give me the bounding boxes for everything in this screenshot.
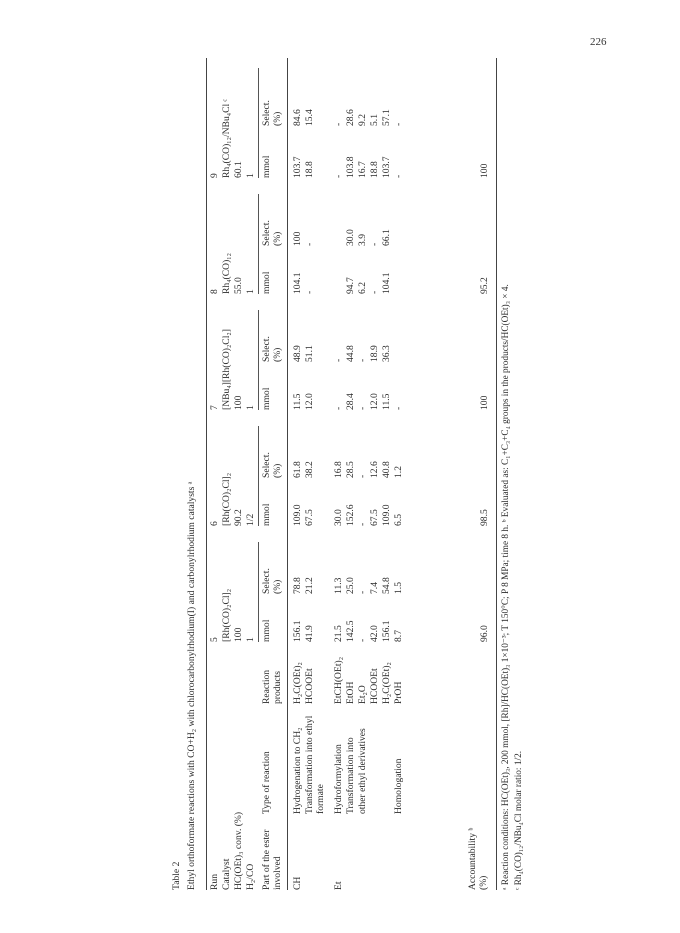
run-number: 5 bbox=[209, 637, 220, 642]
label-catalyst: Catalyst bbox=[221, 858, 232, 890]
table-caption: Ethyl orthoformate reactions with CO+H₂ with chlorocarbonylrhodium(I) and carbonylrhodium catalysts ᵃ bbox=[186, 481, 197, 890]
cell-mmol: - bbox=[357, 406, 368, 410]
cell-select: 66.1 bbox=[381, 229, 392, 246]
group-rule bbox=[258, 68, 259, 178]
header-mmol: mmol bbox=[261, 155, 272, 178]
header-mmol: mmol bbox=[261, 271, 272, 294]
cell-product: EtCH(OEt)₂ bbox=[333, 656, 344, 704]
cell-select: 15.4 bbox=[304, 109, 315, 126]
accountability-value: 95.2 bbox=[479, 277, 490, 294]
cell-mmol: 21.5 bbox=[333, 625, 344, 642]
cell-mmol: 152.6 bbox=[345, 504, 356, 526]
cell-select: 44.8 bbox=[345, 345, 356, 362]
run-conversion: 100 bbox=[233, 627, 244, 642]
cell-select: - bbox=[333, 358, 344, 362]
page-number: 226 bbox=[590, 36, 607, 48]
cell-select: 12.6 bbox=[369, 461, 380, 478]
cell-mmol: 18.8 bbox=[369, 161, 380, 178]
cell-select: 78.8 bbox=[292, 577, 303, 594]
run-number: 9 bbox=[209, 173, 220, 178]
bottom-rule bbox=[496, 58, 497, 890]
cell-mmol: 12.0 bbox=[369, 393, 380, 410]
group-rule bbox=[258, 194, 259, 294]
cell-select: 16.8 bbox=[333, 461, 344, 478]
cell-mmol: - bbox=[357, 638, 368, 642]
cell-mmol: 11.5 bbox=[292, 393, 303, 410]
cell-mmol: 156.1 bbox=[381, 620, 392, 642]
cell-mmol: 156.1 bbox=[292, 620, 303, 642]
group-rule bbox=[258, 542, 259, 642]
cell-mmol: 28.4 bbox=[345, 393, 356, 410]
header-rule bbox=[287, 58, 288, 890]
cell-mmol: 16.7 bbox=[357, 161, 368, 178]
cell-mmol: 18.8 bbox=[304, 161, 315, 178]
cell-product: HCOOEt bbox=[304, 668, 315, 704]
cell-select: 38.2 bbox=[304, 461, 315, 478]
cell-mmol: 109.0 bbox=[292, 504, 303, 526]
cell-mmol: 6.2 bbox=[357, 282, 368, 294]
header-mmol: mmol bbox=[261, 503, 272, 526]
cell-select: - bbox=[393, 122, 404, 126]
cell-select: 5.1 bbox=[369, 114, 380, 126]
cell-mmol: 41.9 bbox=[304, 625, 315, 642]
rotated-table bbox=[166, 40, 546, 900]
cell-mmol: 104.1 bbox=[381, 272, 392, 294]
label-conversion: HC(OEt)₃ conv. (%) bbox=[233, 811, 244, 890]
cell-mmol: - bbox=[393, 406, 404, 410]
cell-select: 18.9 bbox=[369, 345, 380, 362]
header-select: Select. (%) bbox=[261, 100, 283, 126]
cell-mmol: - bbox=[393, 174, 404, 178]
cell-product: PrOH bbox=[393, 681, 404, 704]
footnote: ᶜ Rh₄(CO)₁₂/NBu₄Cl molar ratio: 1/2. bbox=[514, 750, 524, 890]
cell-select: - bbox=[304, 242, 315, 246]
cell-type: Transformation into bbox=[345, 737, 356, 814]
cell-mmol: 103.7 bbox=[292, 156, 303, 178]
cell-select: - bbox=[369, 242, 380, 246]
header-part: Part of the ester involved bbox=[261, 829, 283, 890]
cell-select: 84.6 bbox=[292, 109, 303, 126]
cell-mmol: 6.5 bbox=[393, 514, 404, 526]
cell-select: - bbox=[357, 474, 368, 478]
run-conversion: 55.0 bbox=[233, 277, 244, 294]
cell-select: - bbox=[357, 590, 368, 594]
cell-select: 51.1 bbox=[304, 345, 315, 362]
cell-mmol: 103.7 bbox=[381, 156, 392, 178]
cell-mmol: 11.5 bbox=[381, 393, 392, 410]
cell-mmol: 8.7 bbox=[393, 630, 404, 642]
cell-mmol: - bbox=[357, 522, 368, 526]
run-conversion: 90.2 bbox=[233, 509, 244, 526]
cell-mmol: 67.5 bbox=[369, 509, 380, 526]
cell-select: 21.2 bbox=[304, 577, 315, 594]
cell-mmol: 67.5 bbox=[304, 509, 315, 526]
cell-type: other ethyl derivatives bbox=[357, 728, 368, 814]
cell-type: Homologation bbox=[393, 758, 404, 814]
header-type: Type of reaction bbox=[261, 751, 272, 814]
cell-select: 48.9 bbox=[292, 345, 303, 362]
accountability-value: 100 bbox=[479, 395, 490, 410]
run-catalyst: Rh₄(CO)₁₂/NBu₄Cl ᶜ bbox=[221, 99, 232, 178]
accountability-value: 98.5 bbox=[479, 509, 490, 526]
cell-type: Hydroformylation bbox=[333, 744, 344, 814]
table-label: Table 2 bbox=[171, 861, 182, 890]
header-products: Reaction products bbox=[261, 669, 283, 704]
run-catalyst: Rh₄(CO)₁₂ bbox=[221, 253, 232, 294]
header-select: Select. (%) bbox=[261, 568, 283, 594]
run-number: 8 bbox=[209, 289, 220, 294]
cell-product: EtOH bbox=[345, 681, 356, 704]
run-catalyst: [Rh(CO)₂Cl]₂ bbox=[221, 472, 232, 526]
cell-select: 7.4 bbox=[369, 582, 380, 594]
run-h2co: 1 bbox=[245, 637, 256, 642]
accountability-value: 100 bbox=[479, 163, 490, 178]
cell-mmol: 109.0 bbox=[381, 504, 392, 526]
cell-product: HCOOEt bbox=[369, 668, 380, 704]
header-mmol: mmol bbox=[261, 619, 272, 642]
run-conversion: 60.1 bbox=[233, 161, 244, 178]
cell-select: 1.2 bbox=[393, 466, 404, 478]
cell-select: - bbox=[333, 122, 344, 126]
cell-mmol: - bbox=[333, 174, 344, 178]
cell-mmol: 42.0 bbox=[369, 625, 380, 642]
run-conversion: 100 bbox=[233, 395, 244, 410]
cell-select: 28.5 bbox=[345, 461, 356, 478]
cell-select: 36.3 bbox=[381, 345, 392, 362]
cell-product: Et₂O bbox=[357, 685, 368, 704]
cell-mmol: - bbox=[369, 290, 380, 294]
header-select: Select. (%) bbox=[261, 452, 283, 478]
cell-select: 3.9 bbox=[357, 234, 368, 246]
run-number: 7 bbox=[209, 405, 220, 410]
cell-type: Hydrogenation to CH₂ bbox=[292, 727, 303, 814]
header-select: Select. (%) bbox=[261, 336, 283, 362]
cell-mmol: 142.5 bbox=[345, 620, 356, 642]
run-h2co: 1 bbox=[245, 405, 256, 410]
cell-product: H₂C(OEt)₂ bbox=[292, 662, 303, 704]
cell-mmol: 12.0 bbox=[304, 393, 315, 410]
group-rule bbox=[258, 426, 259, 526]
run-h2co: 1 bbox=[245, 173, 256, 178]
cell-mmol: 103.8 bbox=[345, 156, 356, 178]
cell-mmol: - bbox=[304, 290, 315, 294]
cell-type: Transformation into ethyl formate bbox=[304, 715, 326, 814]
label-run: Run bbox=[209, 874, 220, 890]
run-h2co: 1 bbox=[245, 289, 256, 294]
cell-select: 9.2 bbox=[357, 114, 368, 126]
top-rule bbox=[206, 58, 207, 890]
cell-select: 25.0 bbox=[345, 577, 356, 594]
cell-mmol: 94.7 bbox=[345, 277, 356, 294]
cell-product: H₂C(OEt)₂ bbox=[381, 662, 392, 704]
accountability-value: 96.0 bbox=[479, 625, 490, 642]
run-catalyst: [NBu₄][Rh(CO)₂Cl₂] bbox=[221, 329, 232, 410]
run-h2co: 1/2 bbox=[245, 513, 256, 526]
cell-select: - bbox=[357, 358, 368, 362]
cell-mmol: 104.1 bbox=[292, 272, 303, 294]
accountability-label: Accountability ᵇ (%) bbox=[467, 827, 489, 890]
cell-select: 61.8 bbox=[292, 461, 303, 478]
footnote: ᵃ Reaction conditions: HC(OEt)₃, 200 mmol, [Rh]/HC(OEt)₃ 1×10⁻³; T 150°C; P 8 MPa; time 8 h. ᵇ Evaluated as: C₁+C₃+C₄ groups in the products/HC(OEt)₃ × 4. bbox=[501, 284, 511, 890]
header-select: Select. (%) bbox=[261, 220, 283, 246]
cell-select: 54.8 bbox=[381, 577, 392, 594]
cell-part: Et bbox=[333, 881, 344, 890]
cell-select: 100 bbox=[292, 231, 303, 246]
run-catalyst: [Rh(CO)₂Cl]₂ bbox=[221, 588, 232, 642]
label-h2co: H₂/CO bbox=[245, 863, 256, 890]
cell-select: 30.0 bbox=[345, 229, 356, 246]
cell-mmol: - bbox=[333, 406, 344, 410]
header-mmol: mmol bbox=[261, 387, 272, 410]
cell-select: 40.8 bbox=[381, 461, 392, 478]
cell-select: 11.3 bbox=[333, 577, 344, 594]
cell-mmol: 30.0 bbox=[333, 509, 344, 526]
group-rule bbox=[258, 310, 259, 410]
run-number: 6 bbox=[209, 521, 220, 526]
cell-part: CH bbox=[292, 876, 303, 890]
cell-select: 1.5 bbox=[393, 582, 404, 594]
cell-select: 28.6 bbox=[345, 109, 356, 126]
cell-select: 57.1 bbox=[381, 109, 392, 126]
